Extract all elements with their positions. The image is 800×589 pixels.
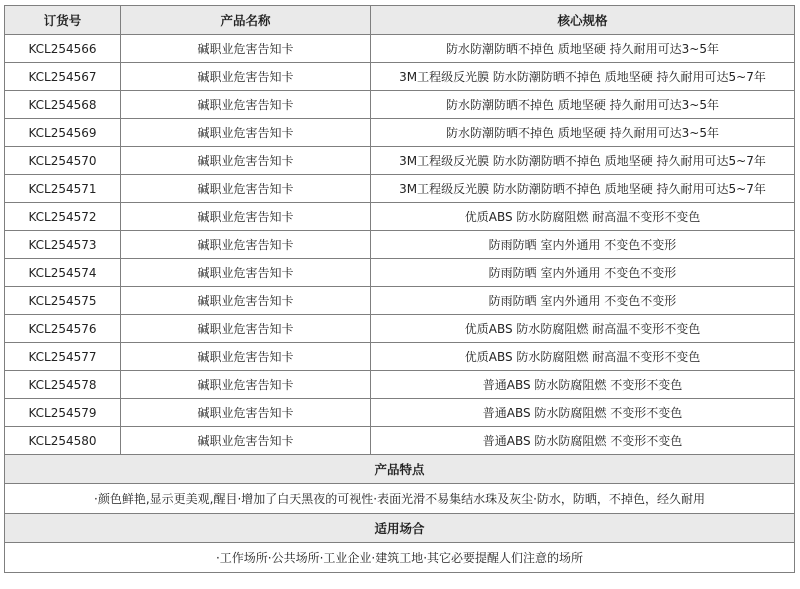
header-row (5, 6, 795, 35)
table-row (5, 343, 795, 371)
table-row (5, 91, 795, 119)
sku-cell: KCL254566 (5, 35, 121, 63)
table-row (5, 203, 795, 231)
table-row (5, 63, 795, 91)
product-name-cell: 碱职业危害告知卡 (121, 315, 371, 343)
table-row (5, 287, 795, 315)
table-row (5, 35, 795, 63)
features-text: ·颜色鲜艳,显示更美观,醒目·增加了白天黑夜的可视性·表面光滑不易集结水珠及灰尘·防水，防晒，不掉色，经久耐用 (5, 484, 795, 514)
usage-title-row (5, 514, 795, 543)
product-name-cell: 碱职业危害告知卡 (121, 203, 371, 231)
spec-cell: 优质ABS 防水防腐阻燃 耐高温不变形不变色 (371, 343, 795, 371)
product-name-cell: 碱职业危害告知卡 (121, 427, 371, 455)
table-row (5, 427, 795, 455)
spec-cell: 3M工程级反光膜 防水防潮防晒不掉色 质地坚硬 持久耐用可达5~7年 (371, 63, 795, 91)
spec-cell: 普通ABS 防水防腐阻燃 不变形不变色 (371, 399, 795, 427)
product-name-cell: 碱职业危害告知卡 (121, 119, 371, 147)
spec-cell: 防雨防晒 室内外通用 不变色不变形 (371, 231, 795, 259)
table-row (5, 175, 795, 203)
sku-cell: KCL254573 (5, 231, 121, 259)
sku-cell: KCL254575 (5, 287, 121, 315)
sku-cell: KCL254580 (5, 427, 121, 455)
spec-cell: 防水防潮防晒不掉色 质地坚硬 持久耐用可达3~5年 (371, 35, 795, 63)
spec-cell: 3M工程级反光膜 防水防潮防晒不掉色 质地坚硬 持久耐用可达5~7年 (371, 175, 795, 203)
product-name-cell: 碱职业危害告知卡 (121, 175, 371, 203)
product-name-cell: 碱职业危害告知卡 (121, 287, 371, 315)
sku-cell: KCL254572 (5, 203, 121, 231)
product-name-cell: 碱职业危害告知卡 (121, 35, 371, 63)
spec-cell: 普通ABS 防水防腐阻燃 不变形不变色 (371, 371, 795, 399)
product-name-cell: 碱职业危害告知卡 (121, 91, 371, 119)
sku-cell: KCL254579 (5, 399, 121, 427)
product-name-cell: 碱职业危害告知卡 (121, 399, 371, 427)
features-title: 产品特点 (5, 455, 795, 484)
spec-cell: 优质ABS 防水防腐阻燃 耐高温不变形不变色 (371, 315, 795, 343)
header-product-name: 产品名称 (121, 6, 371, 35)
product-name-cell: 碱职业危害告知卡 (121, 259, 371, 287)
spec-cell: 防雨防晒 室内外通用 不变色不变形 (371, 287, 795, 315)
sku-cell: KCL254567 (5, 63, 121, 91)
product-name-cell: 碱职业危害告知卡 (121, 371, 371, 399)
table-row (5, 371, 795, 399)
sku-cell: KCL254577 (5, 343, 121, 371)
spec-cell: 防水防潮防晒不掉色 质地坚硬 持久耐用可达3~5年 (371, 91, 795, 119)
spec-cell: 防水防潮防晒不掉色 质地坚硬 持久耐用可达3~5年 (371, 119, 795, 147)
sku-cell: KCL254571 (5, 175, 121, 203)
product-name-cell: 碱职业危害告知卡 (121, 63, 371, 91)
spec-cell: 优质ABS 防水防腐阻燃 耐高温不变形不变色 (371, 203, 795, 231)
product-name-cell: 碱职业危害告知卡 (121, 147, 371, 175)
table-row (5, 119, 795, 147)
table-row (5, 399, 795, 427)
sku-cell: KCL254574 (5, 259, 121, 287)
sku-cell: KCL254569 (5, 119, 121, 147)
features-title-row (5, 455, 795, 484)
header-sku: 订货号 (5, 6, 121, 35)
table-row (5, 147, 795, 175)
sku-cell: KCL254570 (5, 147, 121, 175)
product-name-cell: 碱职业危害告知卡 (121, 343, 371, 371)
product-name-cell: 碱职业危害告知卡 (121, 231, 371, 259)
table-row (5, 259, 795, 287)
table-body (5, 35, 795, 455)
table-row (5, 231, 795, 259)
features-row (5, 484, 795, 514)
spec-cell: 普通ABS 防水防腐阻燃 不变形不变色 (371, 427, 795, 455)
sku-cell: KCL254576 (5, 315, 121, 343)
table-row (5, 315, 795, 343)
spec-cell: 防雨防晒 室内外通用 不变色不变形 (371, 259, 795, 287)
sku-cell: KCL254568 (5, 91, 121, 119)
usage-text: ·工作场所·公共场所·工业企业·建筑工地·其它必要提醒人们注意的场所 (5, 543, 795, 573)
product-spec-table (4, 5, 795, 573)
usage-title: 适用场合 (5, 514, 795, 543)
spec-cell: 3M工程级反光膜 防水防潮防晒不掉色 质地坚硬 持久耐用可达5~7年 (371, 147, 795, 175)
sku-cell: KCL254578 (5, 371, 121, 399)
header-core-spec: 核心规格 (371, 6, 795, 35)
usage-row (5, 543, 795, 573)
